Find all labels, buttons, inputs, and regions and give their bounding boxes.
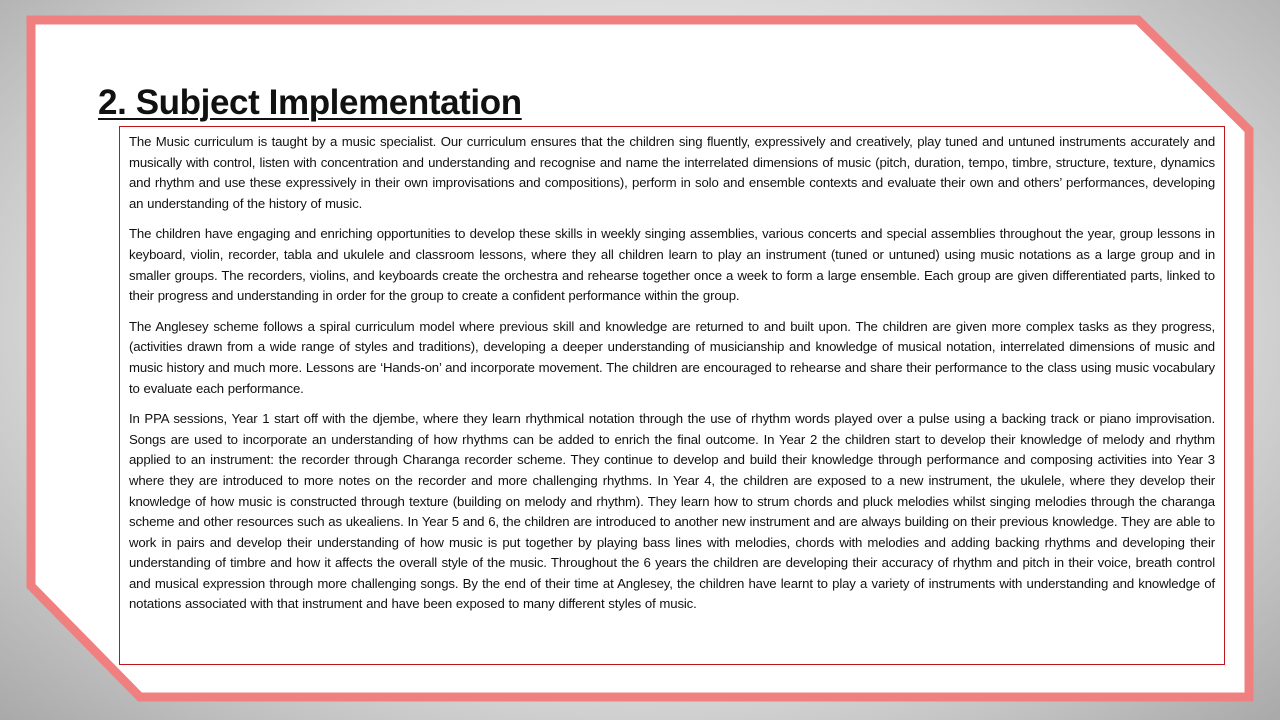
slide-title: 2. Subject Implementation xyxy=(98,83,522,122)
paragraph-curriculum-overview: The Music curriculum is taught by a music specialist. Our curriculum ensures that the children sing fluently, expressively and creatively, play tuned and untuned instruments accurately and musically with control, listen with concentration and understanding and recognise and name the interrelated dimensions of music (pitch, duration, tempo, timbre, structure, texture, dynamics and rhythm and use these expressively in their own improvisations and compositions), perform in solo and ensemble contexts and evaluate their own and others’ performances, developing an understanding of the history of music. xyxy=(129,134,1215,211)
paragraph-anglesey-scheme: The Anglesey scheme follows a spiral curriculum model where previous skill and knowledge are returned to and built upon. The children are given more complex tasks as they progress, (activities drawn from a wide range of styles and traditions), developing a deeper understanding of musicianship and knowledge of musical notation, interrelated dimensions of music and music history and much more. Lessons are ‘Hands-on’ and incorporate movement. The children are encouraged to rehearse and share their performance to the class using music vocabulary to evaluate each performance. xyxy=(129,318,1215,396)
paragraph-opportunities: The children have engaging and enriching opportunities to develop these skills in weekly singing assemblies, various concerts and special assemblies throughout the year, group lessons in keyboard, violin, recorder, tabla and ukulele and classroom lessons, where they all children learn to play an instrument (tuned or untuned) using music notations as a large group and in smaller groups. The recorders, violins, and keyboards create the orchestra and rehearse together once a week to form a large ensemble. Each group are given differentiated parts, linked to their progress and understanding in order for the group to create a confident performance within the group. xyxy=(129,226,1215,304)
paragraph-ppa-sessions: In PPA sessions, Year 1 start off with the djembe, where they learn rhythmical notation through the use of rhythm words played over a pulse using a backing track or piano improvisation. Songs are used to incorporate an understanding of how rhythms can be added to enrich the final outcome. In Year 2 the children start to develop their knowledge of melody and rhythm applied to an instrument: the recorder through Charanga recorder scheme. They continue to develop and build their knowledge through performance and composing activities into Year 3 where they are introduced to more notes on the recorder and more challenging rhythms. In Year 4, the children are exposed to a new instrument, the ukulele, where they develop their knowledge of how music is constructed through texture (building on melody and rhythm). They learn how to strum chords and pluck melodies whilst singing melodies through the charanga scheme and other resources such as ukealiens. In Year 5 and 6, the children are introduced to another new instrument and are always building on their previous knowledge. They are able to work in pairs and develop their understanding of how music is put together by playing bass lines with melodies, chords with melodies and adding backing rhythms and developing their understanding of timbre and how it affects the overall style of the music. Throughout the 6 years the children are developing their accuracy of rhythm and pitch in their voice, breath control and musical expression through more challenging songs. By the end of their time at Anglesey, the children have learnt to play a variety of instruments with understanding and knowledge of notations associated with that instrument and have been exposed to many different styles of music. xyxy=(129,411,1215,612)
content-text-box xyxy=(119,126,1225,665)
